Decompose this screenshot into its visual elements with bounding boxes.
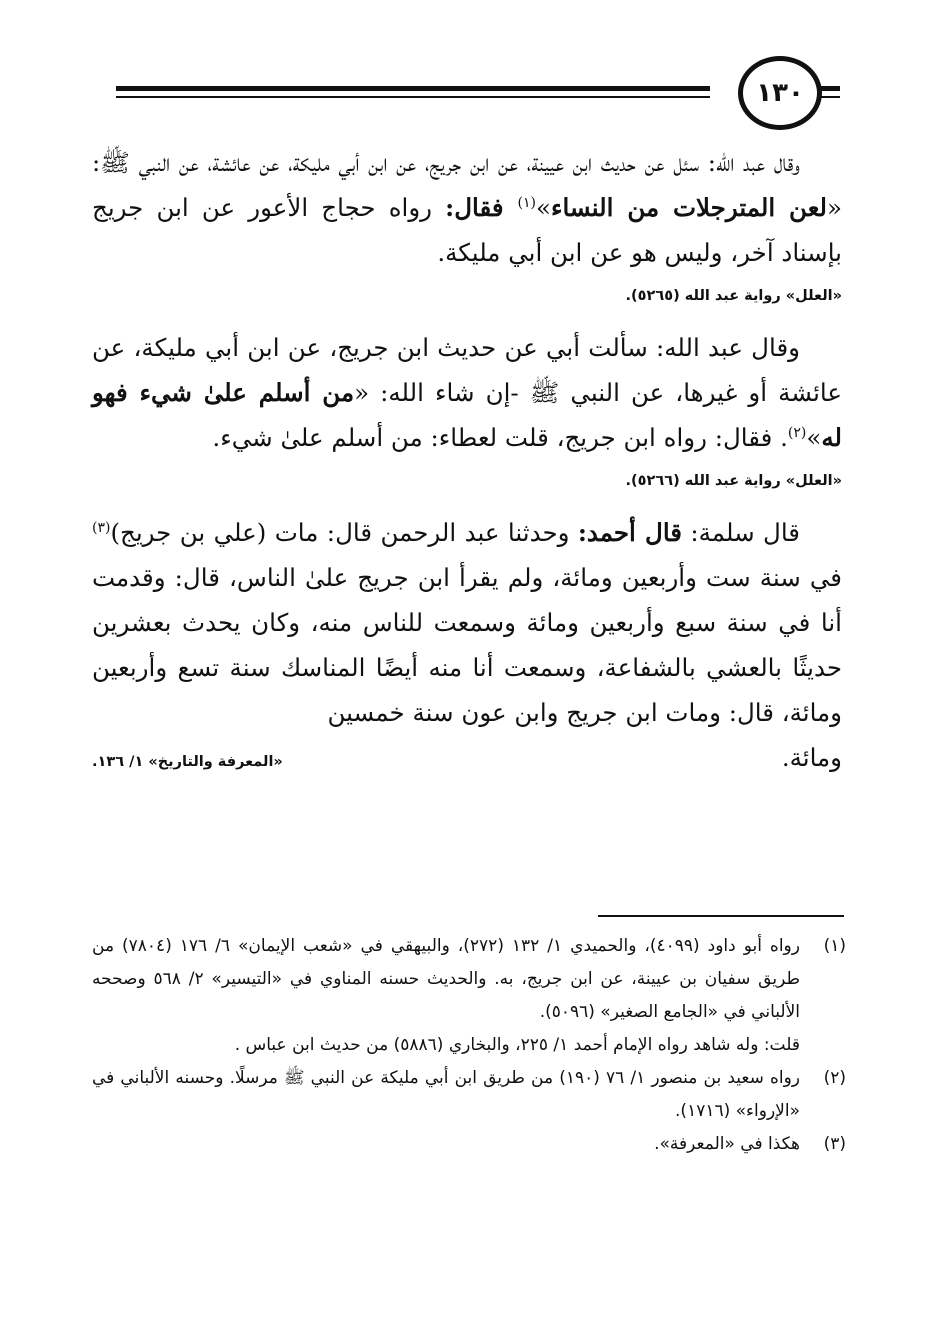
text-run: »	[535, 193, 551, 222]
footnote-ref[interactable]: (٢)	[787, 424, 807, 441]
footnote-ref[interactable]: (١)	[517, 194, 536, 211]
source-citation-2: «العلل» رواية عبد الله (٥٢٦٦).	[625, 473, 842, 489]
hadith-text: لعن المترجلات من النساء	[550, 193, 827, 222]
footnote-text: رواه سعيد بن منصور ١/ ٧٦ (١٩٠) من طريق ابن أبي مليكة عن النبي ﷺ مرسلًا. وحسنه الألباني في «الإرواء» (١٧١٦).	[92, 1068, 800, 1121]
footnote-number: (٣)	[823, 1134, 846, 1154]
text-run: وقال عبد الله: سألت أبي عن حديث ابن جريج، عن ابن أبي مليكة، عن عائشة أو غيرها، عن النبي ﷺ -إن شاء الله: «	[92, 333, 842, 407]
hadith-text: من أسلم علىٰ شيء فهو له	[92, 378, 842, 452]
footnote-separator	[598, 915, 844, 917]
paragraph-3	[92, 510, 842, 735]
text-run: قال سلمة:	[682, 518, 800, 547]
page-number: ١٣٠	[738, 56, 822, 130]
footnote-ref[interactable]: (٣)	[92, 519, 111, 536]
text-run-bold: فقال:	[445, 193, 518, 222]
footnote-text: هكذا في «المعرفة».	[654, 1134, 800, 1154]
footnotes	[92, 930, 846, 1161]
footnote-text-line: رواه أبو داود (٤٠٩٩)، والحميدي ١/ ١٣٢ (٢٧٢)، والبيهقي في «شعب الإيمان» ٦/ ١٧٦ (٧٨٠٤) من طريق سفيان بن عيينة، عن ابن جريج، به. والحديث حسنه المناوي في «التيسير» ٢/ ٥٦٨ وصححه الألباني في «الجامع الصغير» (٥٠٩٦).	[92, 936, 800, 1022]
source-citation-3: «المعرفة والتاريخ» ١/ ١٣٦.	[92, 754, 283, 770]
paragraph-1	[92, 140, 842, 275]
text-run: »	[806, 423, 822, 452]
text-run-bold: قال أحمد:	[577, 518, 682, 547]
footnote-number: (٢)	[823, 1068, 846, 1088]
text-run: . فقال: رواه ابن جريج، قلت لعطاء: من أسلم علىٰ شيء.	[212, 423, 788, 452]
header-rule-thin	[116, 96, 710, 98]
text-run: وحدثنا عبد الرحمن قال: مات (علي بن جريج)	[110, 518, 578, 547]
footnote-1	[92, 930, 846, 1062]
text-run: في سنة ست وأربعين ومائة، ولم يقرأ ابن جريج علىٰ الناس، قال: وقدمت أنا في سنة سبع وأربعين ومائة وسمعت للناس منه، وكان يحدث بعشرين حديثًا بالعشي بالشفاعة، وسمعت أنا منه أيضًا المناسك سنة تسع وأربعين ومائة، قال: ومات ابن جريج وابن عون سنة خمسين	[92, 563, 842, 727]
footnote-number: (١)	[823, 936, 846, 956]
source-citation-1: «العلل» رواية عبد الله (٥٢٦٥).	[625, 288, 842, 304]
main-text	[92, 140, 842, 780]
paragraph-2	[92, 325, 842, 460]
footnote-text-line: قلت: وله شاهد رواه الإمام أحمد ١/ ٢٢٥، والبخاري (٥٨٨٦) من حديث ابن عباس .	[234, 1035, 800, 1055]
page-header	[110, 56, 840, 126]
paragraph-3-last-line	[92, 735, 842, 780]
footnote-text	[92, 930, 800, 1062]
footnote-3	[92, 1128, 846, 1161]
text-run: وقال عبد الله: سئل عن حديث ابن عيينة، عن ابن جريج، عن ابن أبي مليكة، عن عائشة، عن النبي ﷺ: «	[92, 148, 842, 222]
header-rule	[116, 86, 710, 91]
footnote-2	[92, 1062, 846, 1128]
text-run: ومائة.	[781, 743, 842, 772]
text-run: رواه حجاج الأعور عن ابن جريج بإسناد آخر، وليس هو عن ابن أبي مليكة.	[92, 193, 842, 267]
